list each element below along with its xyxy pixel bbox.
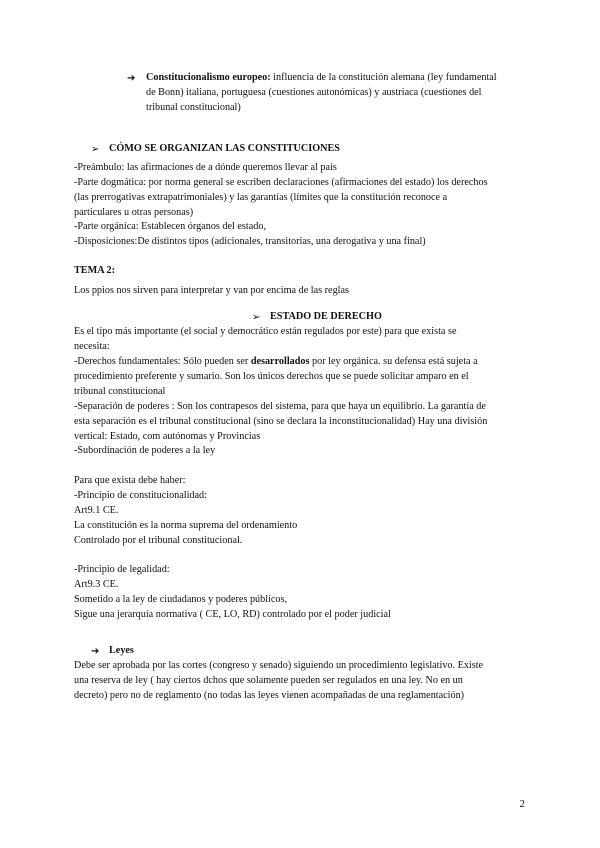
triangle-bullet-icon: ➢ — [252, 312, 261, 323]
df-text: -Derechos fundamentales: Sólo pueden ser — [74, 356, 251, 367]
como-line: -Parte dogmática: por norma general se escriben declaraciones (afirmaciones del estado) los derechos — [74, 177, 488, 188]
intro-text: influencia de la constitución alemana (ley fundamental — [270, 72, 497, 83]
estado-line: procedimiento preferente y sumario. Son los únicos derechos que se puede solicitar amparo en el — [74, 371, 469, 382]
estado-line: La constitución es la norma suprema del ordenamiento — [74, 520, 298, 531]
arrow-bullet-icon: ➔ — [91, 646, 100, 657]
estado-line: Art9.3 CE. — [74, 579, 119, 590]
df-text: por ley orgánica. su defensa está sujeta a — [309, 356, 478, 367]
estado-line: Es el tipo más importante (el social y democrático están regulados por este) para que exista se — [74, 326, 457, 337]
estado-line: Para que exista debe haber: — [74, 475, 186, 486]
estado-line: Sigue una jerarquía normativa ( CE, LO, RD) controlado por el poder judicial — [74, 609, 391, 620]
estado-line: vertical: Estado, com autónomas y Provincias — [74, 431, 261, 442]
intro-line-2: de Bonn) italiana, portuguesa (cuestiones autonómicas) y austriaca (cuestiones del — [146, 87, 482, 98]
como-line: -Preámbulo: las afirmaciones de a dónde queremos llevar al país — [74, 162, 337, 173]
como-line: -Parte orgánica: Establecen órganos del estado, — [74, 221, 266, 232]
tema-text: Los ppios nos sirven para interpretar y van por encima de las reglas — [74, 285, 349, 296]
estado-line: esta separación es el tribunal constitucional (sino se declara la inconstitucionalidad) Hay una división — [74, 416, 488, 427]
estado-line: -Separación de poderes : Son los contrapesos del sistema, para que haya un equilibrio. La garantía de — [74, 401, 486, 412]
leyes-line: decreto) pero no de reglamento (no todas las leyes vienen acompañadas de una reglamentación) — [74, 690, 465, 701]
estado-line: Sometido a la ley de ciudadanos y poderes públicos, — [74, 594, 288, 605]
df-bold: desarrollados — [250, 356, 310, 367]
como-line: -Disposiciones:De distintos tipos (adicionales, transitorias, una derogativa y una final) — [74, 236, 426, 247]
estado-line: tribunal constitucional — [74, 386, 166, 397]
estado-line: -Principio de legalidad: — [74, 564, 170, 575]
estado-line: necesita: — [74, 341, 110, 352]
leyes-line: Debe ser aprobada por las cortes (congreso y senado) siguiendo un procedimiento legislativo. Existe — [74, 660, 484, 671]
triangle-bullet-icon: ➢ — [91, 144, 100, 155]
estado-line: Art9.1 CE. — [74, 505, 119, 516]
como-heading: CÓMO SE ORGANIZAN LAS CONSTITUCIONES — [109, 143, 340, 154]
tema-heading: TEMA 2: — [74, 265, 116, 276]
intro-line-1 — [146, 71, 497, 85]
como-line: (las prerrogativas extrapatrimoniales) y las garantías (límites que la constitución reconoce a — [74, 192, 448, 203]
arrow-bullet-icon: ➔ — [127, 73, 136, 84]
estado-line: Controlado por el tribunal constitucional. — [74, 535, 243, 546]
estado-heading: ESTADO DE DERECHO — [270, 311, 382, 322]
estado-line — [74, 355, 478, 369]
estado-line: -Subordinación de poderes a la ley — [74, 445, 216, 456]
leyes-heading: Leyes — [109, 645, 134, 656]
como-line: particulares u otras personas) — [74, 207, 194, 218]
estado-line: -Principio de constitucionalidad: — [74, 490, 207, 501]
page-number: 2 — [519, 798, 525, 810]
leyes-line: una reserva de ley ( hay ciertos dchos que solamente pueden ser regulados en una ley. No en un — [74, 675, 463, 686]
intro-line-3: tribunal constitucional) — [146, 102, 241, 113]
intro-term: Constitucionalismo europeo: — [146, 72, 271, 83]
